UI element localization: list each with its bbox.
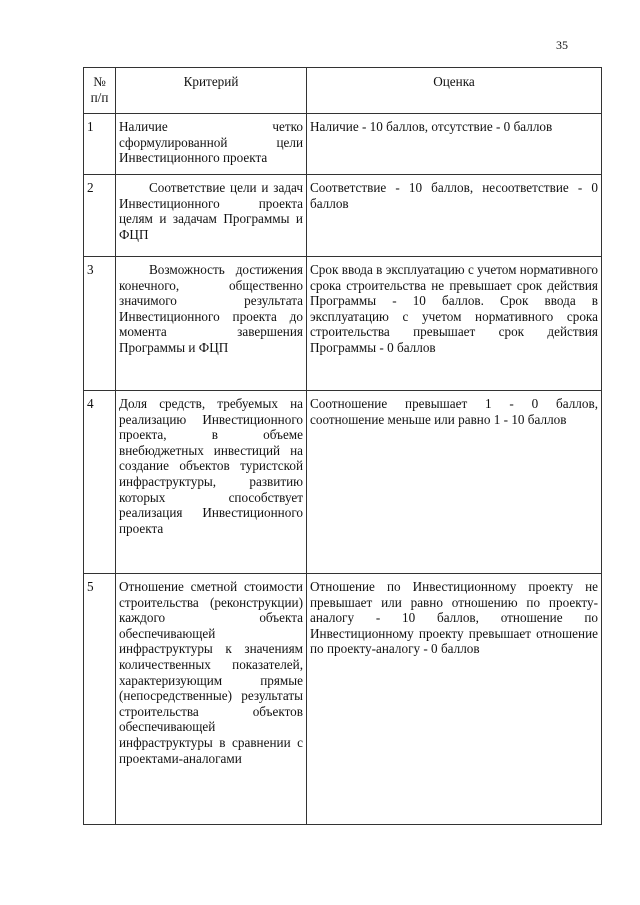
row-criterion [116, 256, 307, 390]
row-criterion: Отношение сметной стоимости строительства (реконструкции) каждого объекта обеспечивающей инфраструктуры к значениям количественных показателей, характеризующим прямые (непосредственные) результаты строительства объектов обеспечивающей инфраструктуры в сравнении с проектами-аналогами [116, 573, 307, 824]
row-criterion: Наличие четко сформулированной цели Инвестиционного проекта [116, 114, 307, 175]
row-num: 1 [84, 114, 116, 175]
row-num: 4 [84, 390, 116, 573]
table-row [84, 114, 602, 175]
table-row [84, 256, 602, 390]
row-score: Наличие - 10 баллов, отсутствие - 0 баллов [307, 114, 602, 175]
table-header-row [84, 68, 602, 114]
row-score: Отношение по Инвестиционному проекту не превышает или равно отношению по проекту-аналогу - 10 баллов, отношение по Инвестиционному проекту превышает отношение по проекту-аналогу - 0 баллов [307, 573, 602, 824]
row-num: 2 [84, 174, 116, 256]
header-score: Оценка [307, 68, 602, 114]
header-num: № п/п [84, 68, 116, 114]
row-criterion-text: Возможность достижения конечного, общественно значимого результата Инвестиционного проекта до момента завершения Программы и ФЦП [119, 261, 303, 355]
table-row [84, 174, 602, 256]
criteria-table [83, 67, 602, 825]
row-num: 3 [84, 256, 116, 390]
row-criterion-text: Соответствие цели и задач Инвестиционного проекта целям и задачам Программы и ФЦП [119, 179, 303, 242]
row-score: Соответствие - 10 баллов, несоответствие - 0 баллов [307, 174, 602, 256]
row-criterion [116, 174, 307, 256]
table-row [84, 573, 602, 824]
table-row [84, 390, 602, 573]
row-score: Соотношение превышает 1 - 0 баллов, соотношение меньше или равно 1 - 10 баллов [307, 390, 602, 573]
row-num: 5 [84, 573, 116, 824]
row-criterion: Доля средств, требуемых на реализацию Инвестиционного проекта, в объеме внебюджетных инвестиций на создание объектов туристской инфраструктуры, развитию которых способствует реализация Инвестиционного проекта [116, 390, 307, 573]
header-criterion: Критерий [116, 68, 307, 114]
page-number: 35 [556, 38, 568, 52]
row-score: Срок ввода в эксплуатацию с учетом нормативного срока строительства не превышает срок действия Программы - 10 баллов. Срок ввода в эксплуатацию с учетом нормативного срока строительства превышает срок действия Программы - 0 баллов [307, 256, 602, 390]
